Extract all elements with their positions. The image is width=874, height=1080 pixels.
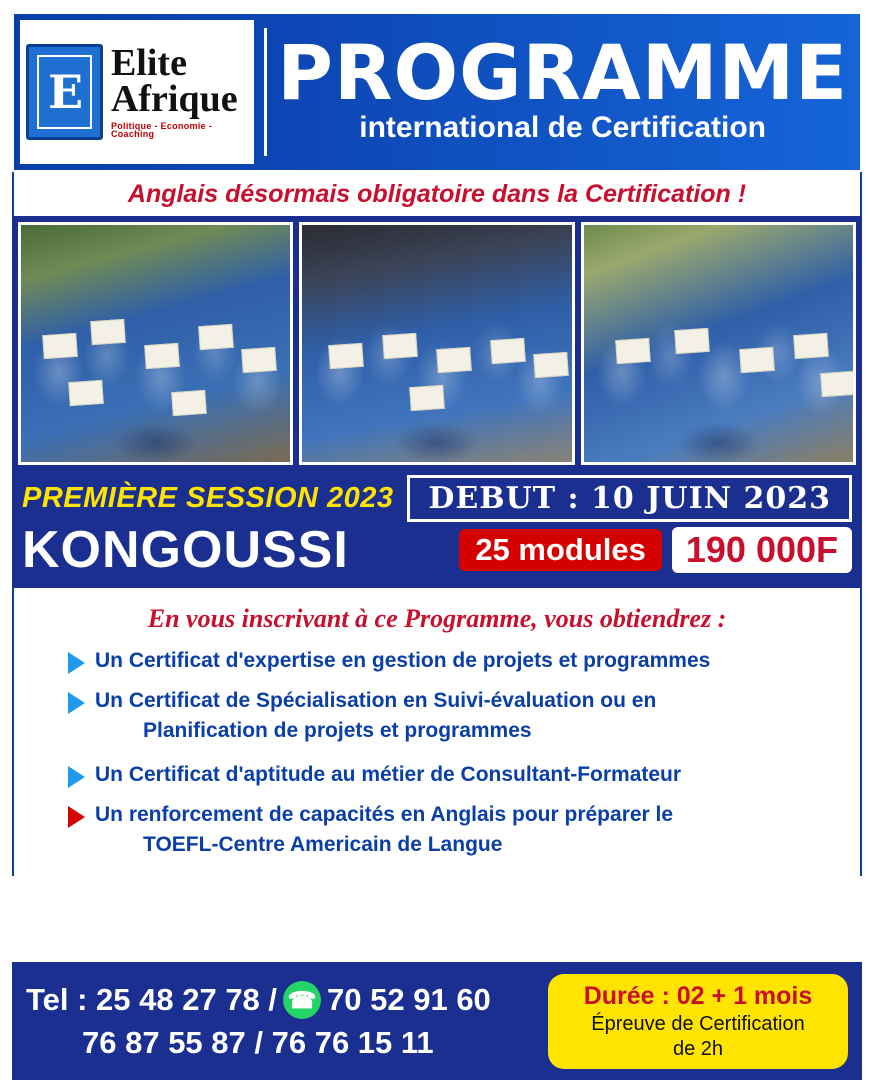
- benefit-text: Un Certificat d'aptitude au métier de Consultant-Formateur: [95, 763, 682, 786]
- group-photo-3: [581, 222, 856, 465]
- logo-name-line1: Elite: [110, 42, 187, 85]
- header-divider: [264, 28, 267, 156]
- duration-title: Durée : 02 + 1 mois: [583, 981, 813, 1010]
- benefit-text: Un Certificat de Spécialisation en Suivi-évaluation ou en: [95, 689, 657, 712]
- group-photo-1: [18, 222, 293, 465]
- benefit-item: [28, 762, 846, 788]
- triangle-bullet-icon: [68, 692, 85, 714]
- duration-badge: [548, 974, 848, 1069]
- phone-secondary[interactable]: 76 87 55 87 / 76 76 15 11: [82, 1025, 434, 1060]
- triangle-bullet-icon: [68, 652, 85, 674]
- phone-numbers: [26, 981, 548, 1061]
- price-badge: 190 000F: [672, 527, 852, 573]
- benefits-section: [12, 588, 862, 876]
- logo-name-line2: Afrique: [110, 78, 238, 121]
- triangle-bullet-icon: [68, 766, 85, 788]
- benefit-item: [28, 688, 846, 714]
- city-name: KONGOUSSI: [22, 521, 349, 579]
- logo: [20, 20, 254, 164]
- duration-sub-line1: Épreuve de Certification: [591, 1012, 805, 1035]
- benefit-item: [28, 648, 846, 674]
- phone-whatsapp[interactable]: 70 52 91 60: [327, 982, 491, 1017]
- benefit-text: Planification de projets et programmes: [143, 719, 532, 742]
- photo-strip: [12, 216, 862, 471]
- page-title: PROGRAMME: [277, 27, 848, 117]
- modules-badge: 25 modules: [459, 529, 662, 571]
- benefit-text: Un renforcement de capacités en Anglais pour préparer le: [95, 803, 674, 826]
- benefit-text: Un Certificat d'expertise en gestion de projets et programmes: [95, 649, 711, 672]
- benefits-heading: En vous inscrivant à ce Programme, vous obtiendrez :: [147, 604, 727, 633]
- benefit-text: TOEFL-Centre Americain de Langue: [143, 833, 503, 856]
- start-date-badge: DEBUT : 10 JUIN 2023: [407, 475, 852, 522]
- duration-sub-line2: de 2h: [672, 1037, 724, 1060]
- logo-monogram: E: [47, 65, 81, 119]
- group-photo-2: [299, 222, 574, 465]
- poster-header: [12, 12, 862, 172]
- logo-tagline: Politique - Economie - Coaching: [110, 120, 213, 140]
- benefit-item-continuation: [28, 718, 846, 744]
- notice-banner-text: Anglais désormais obligatoire dans la Certification !: [127, 179, 747, 208]
- notice-banner: [12, 172, 862, 216]
- book-icon: [26, 44, 103, 140]
- session-bar: [12, 471, 862, 588]
- contact-footer: [12, 962, 862, 1080]
- whatsapp-icon[interactable]: ☎: [283, 981, 321, 1019]
- benefit-item: [28, 802, 846, 828]
- triangle-bullet-icon: [68, 806, 85, 828]
- session-title: PREMIÈRE SESSION 2023: [22, 482, 394, 514]
- phone-primary[interactable]: Tel : 25 48 27 78 /: [26, 982, 278, 1017]
- benefit-item-continuation: [28, 832, 846, 858]
- page-subtitle: international de Certification: [359, 111, 766, 145]
